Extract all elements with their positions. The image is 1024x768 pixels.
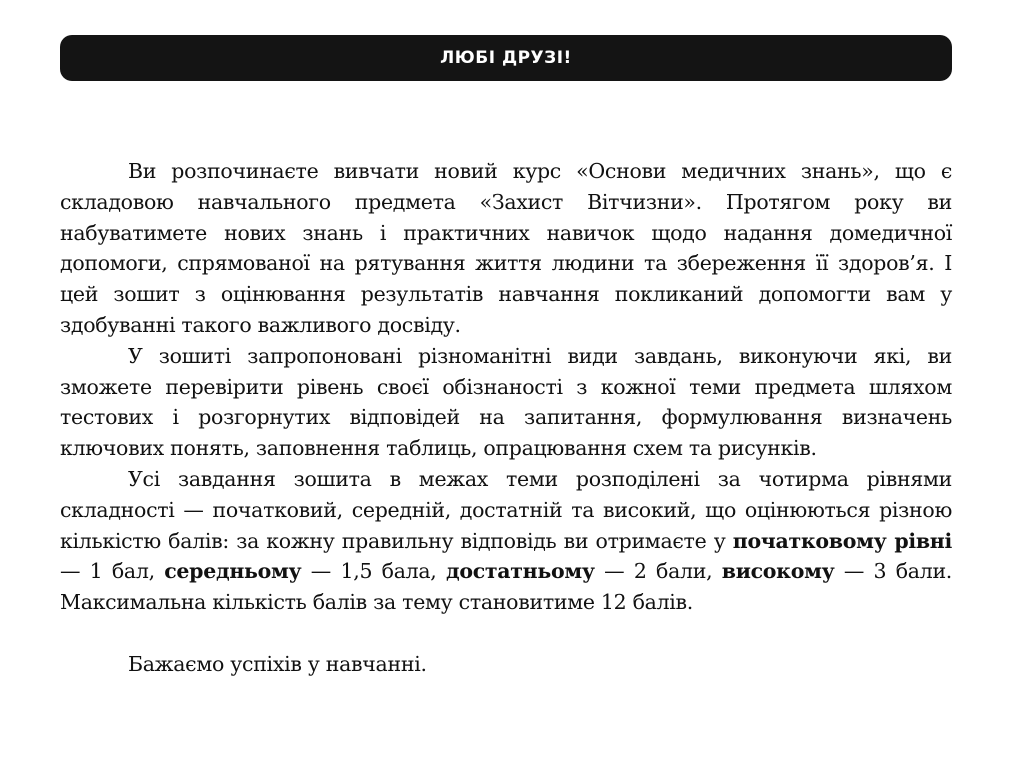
level-high-points: — 3 бали. Максимальна кількість балів за тему становитиме 12 балів. [60,559,953,615]
level-basic-points: — 1 бал, [60,559,165,584]
level-sufficient-points: — 2 бали, [594,559,722,584]
level-high: високому [721,559,835,584]
body-text [60,156,952,680]
closing-wish: Бажаємо успіхів у навчанні. [128,651,427,676]
paragraph-intro: Ви розпочинаєте вивчати новий курс «Основи медичних знань», що є складовою навчального предмета «Захист Вітчизни». Протягом року ви набуватимете нових знань і практичних навичок щодо надання домедичної допомоги, спрямованої на рятування життя людини та збереження її здоров’я. І цей зошит з оцінювання результатів навчання покликаний допомогти вам у здобуванні такого важливого досвіду. [60,159,952,337]
header-bar [60,35,952,81]
paragraph-levels [60,464,952,618]
levels-intro-text: Усі завдання зошита в межах теми розподілені за чотирма рівнями складності — початковий, середній, достатній та високий, що оцінюються різною кількістю балів: за кожну правильну відповідь ви отримаєте у [60,466,952,553]
level-sufficient: достатньому [445,559,595,584]
level-medium: середньому [164,559,302,584]
level-medium-points: — 1,5 бала, [301,559,446,584]
level-basic: початковому рівні [732,528,952,553]
paragraph-tasks: У зошиті запропоновані різноманітні види завдань, виконуючи які, ви зможете перевірити рівень своєї обізнаності з кожної теми предмета шляхом тестових і розгорнутих відповідей на запитання, формулювання визначень ключових понять, заповнення таблиць, опрацювання схем та рисунків. [60,343,952,461]
page-title: ЛЮБІ ДРУЗІ! [440,48,572,68]
